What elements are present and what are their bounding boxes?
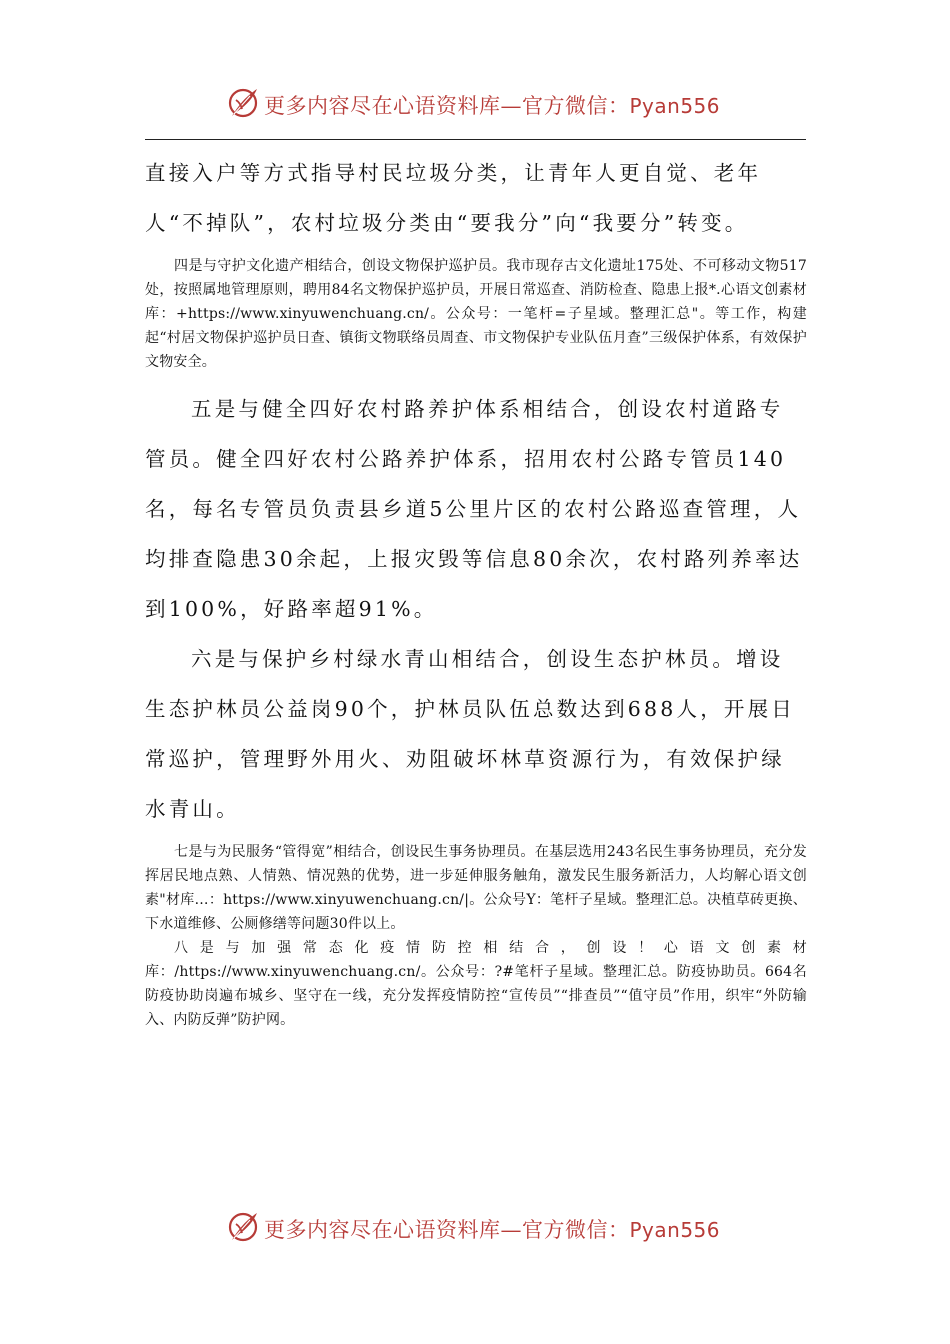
header-banner-wechat: Pyan556: [629, 94, 721, 118]
document-body: [145, 148, 807, 1032]
footer-banner: [0, 1210, 950, 1250]
paragraph-epidemic-prevention: 八是与加强常态化疫情防控相结合，创设！心语文创素材库：/https://www.xinyuwenchuang.cn/。公众号：?#笔杆子星域。整理汇总。防疫协助员。664名防疫协助岗遍布城乡、坚守在一线，充分发挥疫情防控“宣传员”“排查员”“值守员”作用，织牢“外防输入、内防反弹”防护网。: [145, 940, 807, 1028]
header-banner-main: 更多内容尽在心语资料库—官方微信：: [264, 94, 630, 118]
paragraph-forest-rangers: 六是与保护乡村绿水青山相结合，创设生态护林员。增设生态护林员公益岗90个，护林员队伍总数达到688人，开展日常巡护，管理野外用火、劝阻破坏林草资源行为，有效保护绿水青山。: [145, 647, 796, 821]
header-banner: [0, 86, 950, 126]
paragraph-rural-roads: 五是与健全四好农村路养护体系相结合，创设农村道路专管员。健全四好农村公路养护体系，招用农村公路专管员140名，每名专管员负责县乡道5公里片区的农村公路巡查管理，人均排查隐患30余起，上报灾毁等信息80余次，农村路列养率达到100%，好路率超91%。: [145, 397, 803, 621]
feather-quill-logo-icon: [226, 1210, 260, 1244]
footer-banner-main: 更多内容尽在心语资料库—官方微信：: [264, 1218, 630, 1242]
footer-banner-text: [264, 1214, 720, 1244]
paragraph-intro-continued: 直接入户等方式指导村民垃圾分类，让青年人更自觉、老年人“不掉队”，农村垃圾分类由“要我分”向“我要分”转变。: [145, 161, 762, 235]
header-banner-text: [264, 90, 720, 120]
feather-quill-logo-icon: [226, 86, 260, 120]
paragraph-public-service: 七是与为民服务“管得宽”相结合，创设民生事务协理员。在基层选用243名民生事务协理员，充分发挥居民地点熟、人情熟、情况熟的优势，进一步延伸服务触角，激发民生服务新活力，人均解心语文创素"材库…：https://www.xinyuwenchuang.cn/|。公众号Y：笔杆子星域。整理汇总。决植草砖更换、下水道维修、公厕修缮等问题30件以上。: [145, 844, 807, 932]
header-divider: [145, 139, 806, 140]
paragraph-cultural-heritage: 四是与守护文化遗产相结合，创设文物保护巡护员。我市现存古文化遗址175处、不可移动文物517处，按照属地管理原则，聘用84名文物保护巡护员，开展日常巡查、消防检查、隐患上报*.心语文创素材库：+https://www.xinyuwenchuang.cn/。公众号：一笔杆=子星域。整理汇总"。等工作，构建起“村居文物保护巡护员日查、镇街文物联络员周查、市文物保护专业队伍月查”三级保护体系，有效保护文物安全。: [145, 258, 807, 370]
footer-banner-wechat: Pyan556: [629, 1218, 721, 1242]
